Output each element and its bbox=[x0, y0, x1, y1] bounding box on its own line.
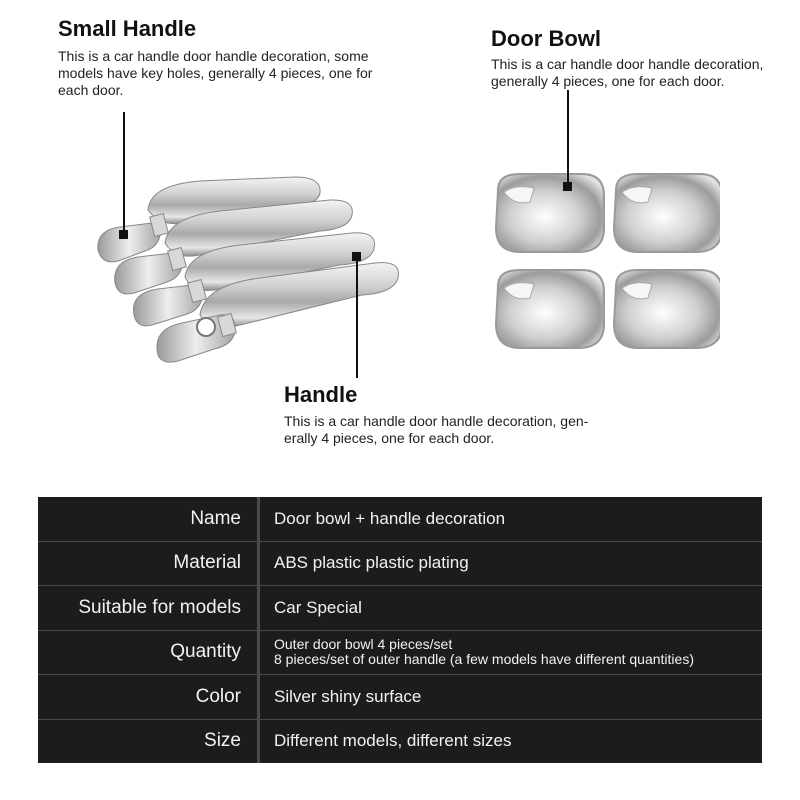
small-handle-desc-line: This is a car handle door handle decoration, some bbox=[58, 48, 369, 64]
spec-label: Suitable for models bbox=[38, 586, 260, 630]
spec-value-line: Different models, different sizes bbox=[274, 731, 512, 751]
handle-description bbox=[284, 413, 629, 447]
handle-desc-line: erally 4 pieces, one for each door. bbox=[284, 430, 495, 446]
handle-covers-image bbox=[90, 165, 410, 375]
small-handle-description bbox=[58, 48, 418, 99]
door-bowl-cover bbox=[614, 270, 720, 348]
door-bowl-description bbox=[491, 56, 796, 90]
spec-value-line: Outer door bowl 4 pieces/set bbox=[274, 636, 453, 653]
spec-row-material bbox=[38, 542, 762, 587]
spec-label: Quantity bbox=[38, 631, 260, 675]
handle-leader-line bbox=[356, 258, 358, 378]
spec-value-line: 8 pieces/set of outer handle (a few models have different quantities) bbox=[274, 651, 694, 668]
spec-label: Name bbox=[38, 497, 260, 541]
door-bowl-cover bbox=[614, 174, 720, 252]
spec-value bbox=[260, 497, 762, 541]
spec-value-line: Car Special bbox=[274, 597, 362, 617]
door-bowl-desc-line: generally 4 pieces, one for each door. bbox=[491, 73, 725, 89]
small-handle-desc-line: models have key holes, generally 4 pieces, one for bbox=[58, 65, 373, 81]
spec-value-line: Silver shiny surface bbox=[274, 686, 422, 706]
door-bowl-marker bbox=[563, 182, 572, 191]
spec-value bbox=[260, 675, 762, 719]
door-bowl-cover bbox=[496, 174, 604, 252]
small-handle-marker bbox=[119, 230, 128, 239]
door-bowl-desc-line: This is a car handle door handle decoration, bbox=[491, 56, 764, 72]
small-handle-title: Small Handle bbox=[58, 16, 197, 41]
spec-label: Color bbox=[38, 675, 260, 719]
spec-value bbox=[260, 586, 762, 630]
door-bowls-image bbox=[490, 170, 720, 355]
handle-covers-illustration bbox=[90, 165, 410, 375]
door-bowl-leader-line bbox=[567, 90, 569, 188]
door-bowl-title: Door Bowl bbox=[491, 26, 601, 51]
spec-row-name bbox=[38, 497, 762, 542]
door-bowls-illustration bbox=[490, 170, 720, 355]
spec-value bbox=[260, 720, 762, 764]
spec-value bbox=[260, 631, 762, 675]
spec-row-quantity bbox=[38, 631, 762, 676]
door-bowl-cover bbox=[496, 270, 604, 348]
small-handle-desc-line: each door. bbox=[58, 82, 124, 98]
spec-value bbox=[260, 542, 762, 586]
spec-value-line: Door bowl + handle decoration bbox=[274, 508, 506, 528]
handle-desc-line: This is a car handle door handle decoration, gen- bbox=[284, 413, 589, 429]
handle-title: Handle bbox=[284, 382, 358, 407]
handle-marker bbox=[352, 252, 361, 261]
spec-row-color bbox=[38, 675, 762, 720]
spec-row-size bbox=[38, 720, 762, 764]
spec-table bbox=[38, 497, 762, 763]
spec-label: Size bbox=[38, 720, 260, 764]
spec-value-line: ABS plastic plastic plating bbox=[274, 553, 469, 573]
spec-row-suitable-models bbox=[38, 586, 762, 631]
small-handle-leader-line bbox=[123, 112, 125, 234]
keyhole bbox=[197, 318, 215, 336]
spec-label: Material bbox=[38, 542, 260, 586]
